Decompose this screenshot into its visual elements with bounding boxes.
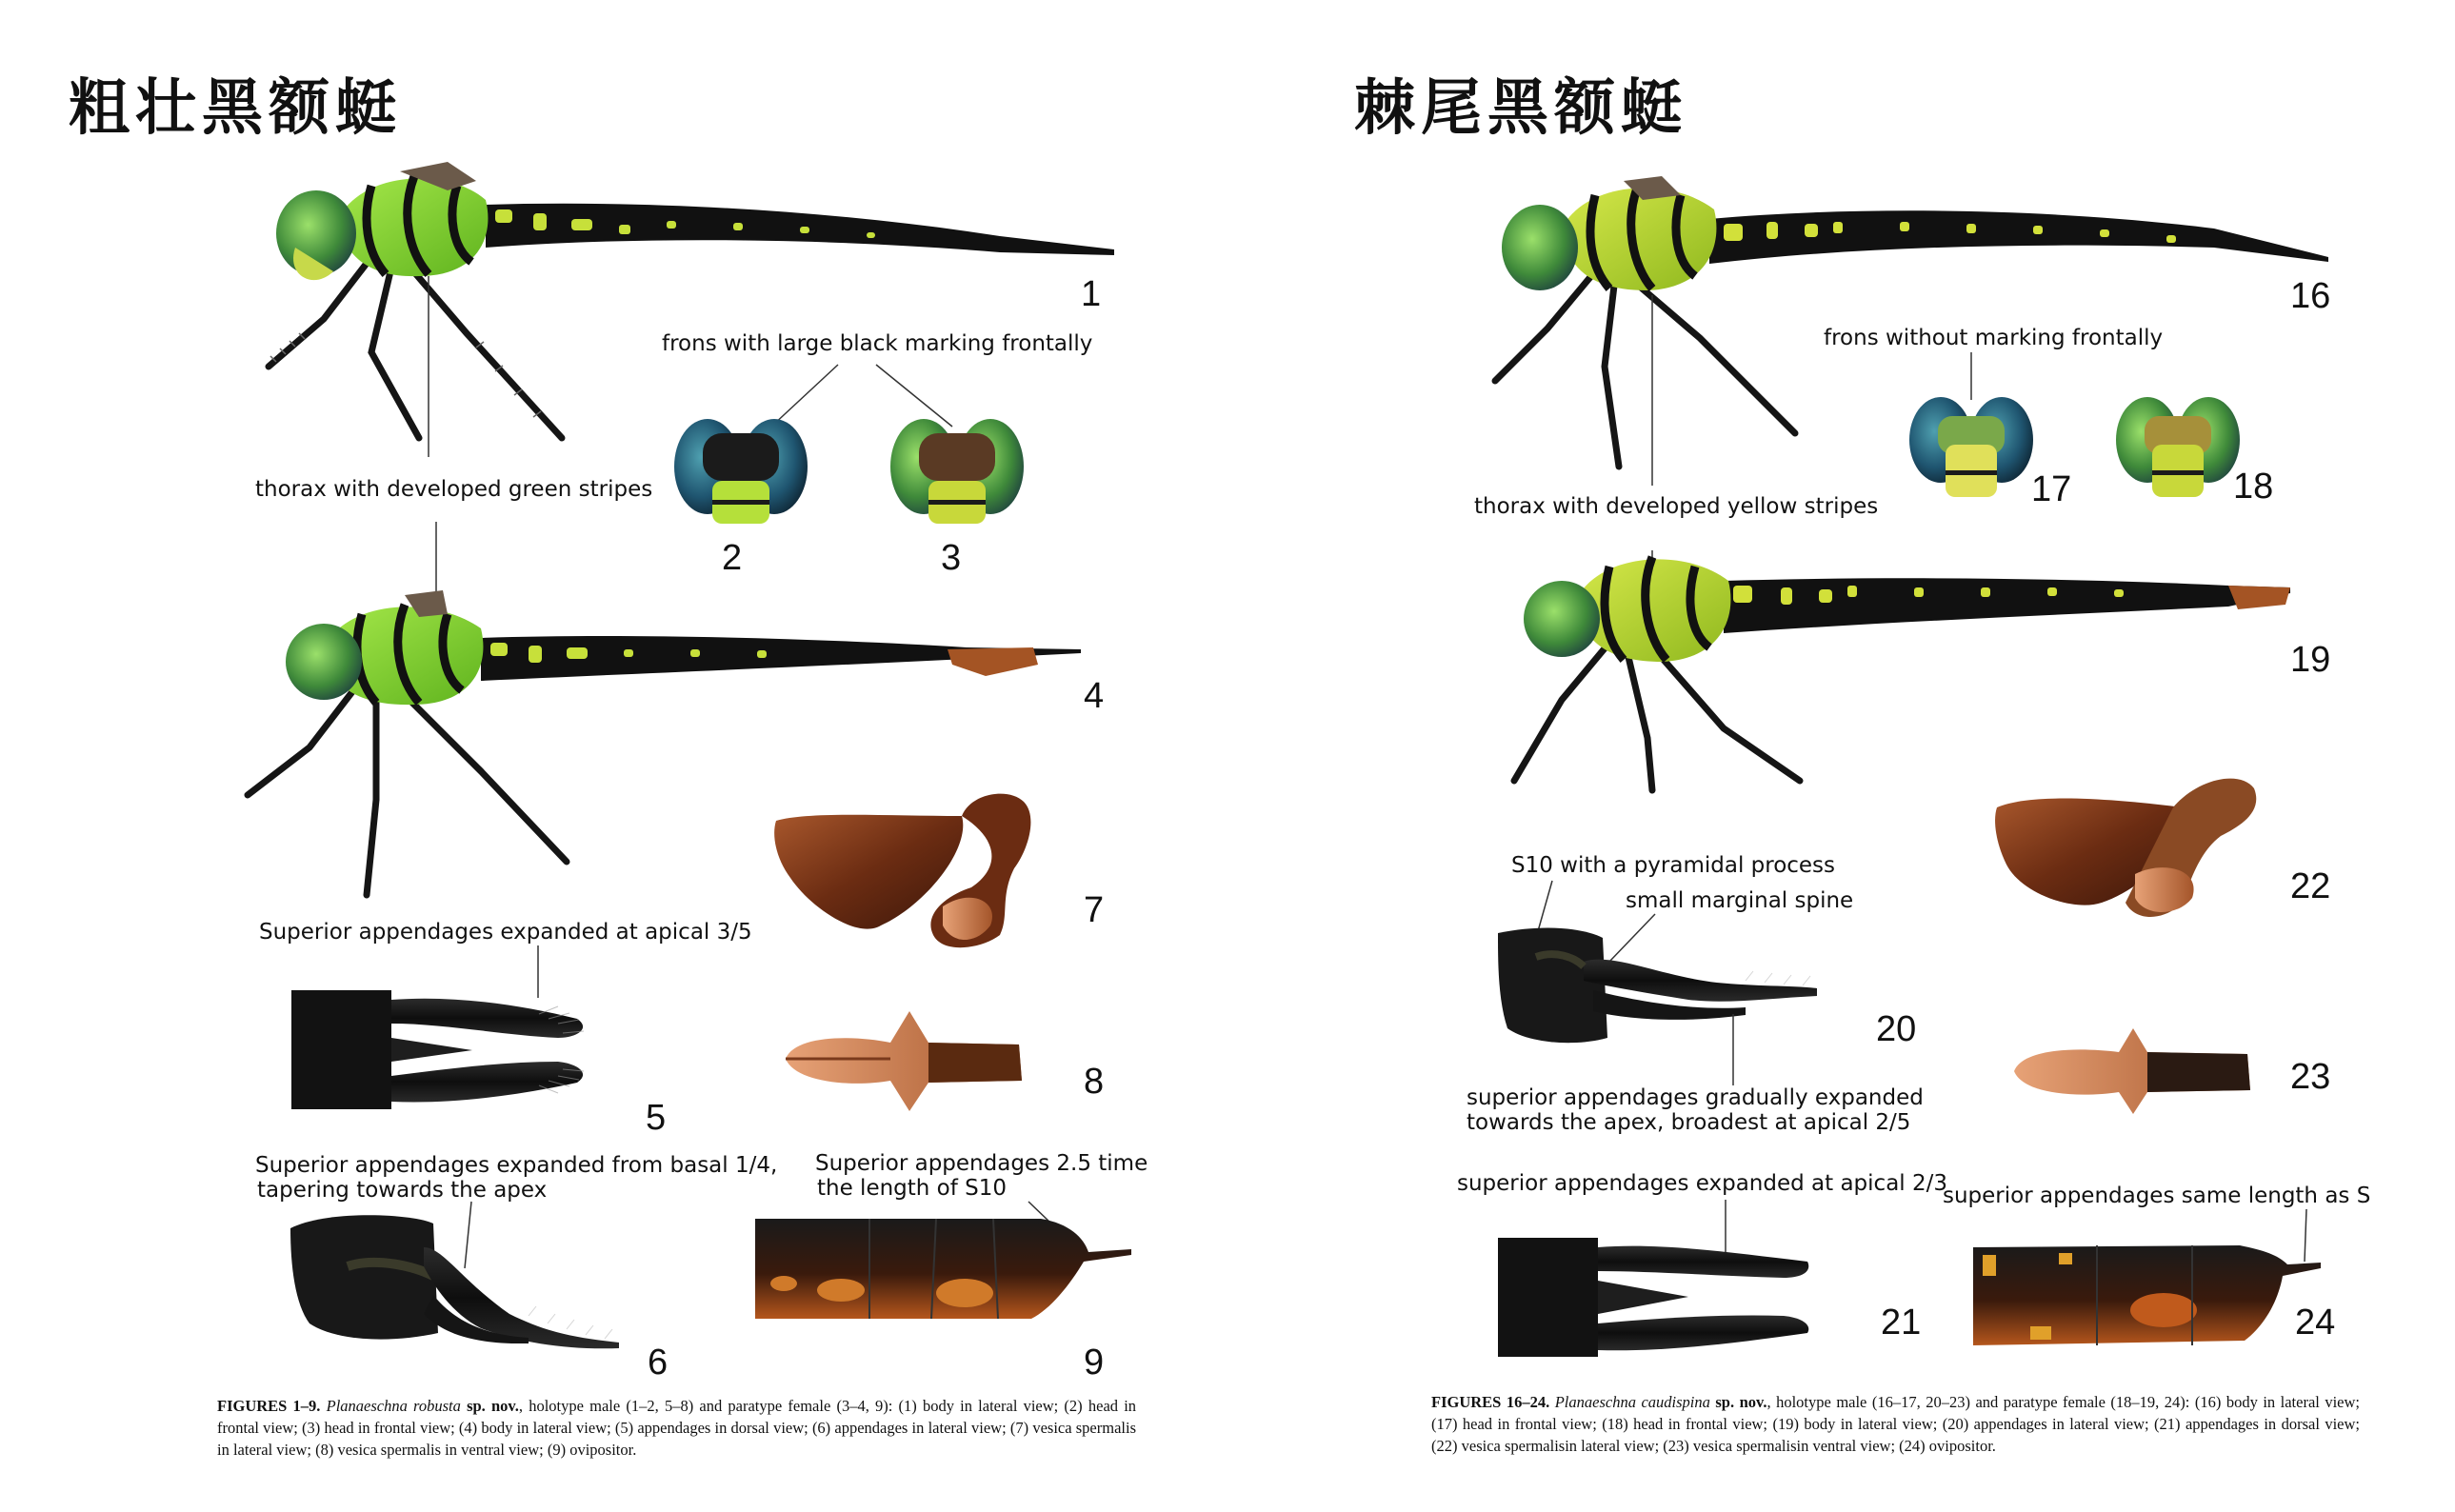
figure-number-20: 20: [1876, 1009, 1917, 1049]
right-caption-lead: FIGURES 16–24.: [1431, 1393, 1550, 1411]
leader-line-fig20-bottom: [1724, 1014, 1743, 1090]
label-superior-gradually-line2: towards the apex, broadest at apical 2/5: [1467, 1110, 1911, 1135]
figure-20-appendages-lateral: [1498, 924, 1822, 1057]
figure-2-head-frontal: [674, 414, 808, 533]
label-small-marginal-spine: small marginal spine: [1626, 888, 1854, 913]
figure-number-23: 23: [2290, 1057, 2331, 1097]
label-superior-basal-line1: Superior appendages expanded from basal 1/4,: [255, 1153, 778, 1178]
left-figure-caption: [217, 1395, 1136, 1461]
figure-18-head-frontal: [2116, 392, 2240, 502]
figure-24-ovipositor: [1973, 1236, 2321, 1350]
figure-number-2: 2: [722, 538, 743, 578]
left-caption-nov: sp. nov.: [467, 1397, 519, 1415]
figure-9-ovipositor: [755, 1209, 1131, 1323]
figure-6-appendages-lateral: [290, 1209, 633, 1357]
figure-21-appendages-dorsal: [1498, 1238, 1812, 1362]
label-superior-gradually-line1: superior appendages gradually expanded: [1467, 1085, 1924, 1110]
figure-number-6: 6: [648, 1343, 669, 1383]
figure-number-7: 7: [1084, 890, 1105, 930]
figure-number-17: 17: [2031, 469, 2072, 509]
left-caption-lead: FIGURES 1–9.: [217, 1397, 321, 1415]
figure-23-vesica-ventral: [2014, 1024, 2252, 1119]
right-caption-nov: sp. nov.: [1715, 1393, 1767, 1411]
figure-8-vesica-ventral: [786, 1006, 1024, 1116]
right-title: 棘尾黑额蜓: [1354, 73, 1687, 144]
label-thorax-green: thorax with developed green stripes: [255, 477, 653, 502]
label-frons-black: frons with large black marking frontally: [662, 331, 1093, 356]
figure-17-head-frontal: [1909, 392, 2033, 507]
right-caption-species: Planaeschna caudispina: [1554, 1393, 1710, 1411]
left-caption-species: Planaeschna robusta: [326, 1397, 461, 1415]
right-figure-caption: [1431, 1391, 2360, 1457]
right-caption-body: , holotype male (16–17, 20–23) and paratype female (18–19, 24): (16) body in lateral view; (17) head in frontal view; (18) head in frontal view; (19) body in lateral view; (20) appendages in lateral view; (21) appendages in dorsal view; (22) vesica spermalisin lateral view; (23) vesica spermalisin ventral view; (24) ovipositor.: [1431, 1393, 2361, 1455]
label-superior-basal-line2: tapering towards the apex: [257, 1178, 548, 1203]
figure-3-head-frontal: [890, 414, 1024, 533]
label-superior-apical-3-5: Superior appendages expanded at apical 3/5: [259, 920, 752, 945]
figure-number-19: 19: [2290, 640, 2331, 680]
figure-number-9: 9: [1084, 1343, 1105, 1383]
figure-number-3: 3: [941, 538, 962, 578]
left-title: 粗壮黑额蜓: [69, 73, 402, 144]
label-superior-length-line1: Superior appendages 2.5 time: [815, 1151, 1148, 1176]
label-frons-no-marking: frons without marking frontally: [1824, 326, 2164, 350]
figure-number-4: 4: [1084, 676, 1105, 716]
figure-5-appendages-dorsal: [291, 985, 606, 1114]
figure-number-16: 16: [2290, 276, 2331, 316]
thorax-leader-line: [419, 276, 438, 619]
figure-number-1: 1: [1081, 274, 1102, 314]
figure-number-24: 24: [2295, 1303, 2336, 1343]
figure-number-8: 8: [1084, 1062, 1105, 1102]
figure-number-18: 18: [2233, 467, 2274, 507]
label-superior-apical-2-3: superior appendages expanded at apical 2/3: [1457, 1171, 1948, 1196]
figure-number-21: 21: [1881, 1303, 1922, 1343]
figure-number-22: 22: [2290, 866, 2331, 906]
label-thorax-yellow: thorax with developed yellow stripes: [1474, 494, 1879, 519]
label-superior-same-length: superior appendages same length as S: [1943, 1184, 2371, 1208]
label-superior-length-line2: the length of S10: [817, 1176, 1008, 1201]
figure-19-dragonfly-lateral: [1505, 547, 2300, 795]
figure-number-5: 5: [646, 1098, 667, 1138]
figure-7-vesica-lateral: [771, 783, 1057, 959]
label-s10-pyramidal: S10 with a pyramidal process: [1511, 853, 1836, 878]
left-caption-body: , holotype male (1–2, 5–8) and paratype female (3–4, 9): (1) body in lateral view; (2) head in frontal view; (3) head in frontal view; (4) body in lateral view; (5) appendages in dorsal view; (6) appendages in lateral view; (7) vesica spermalis in lateral view; (8) vesica spermalis in ventral view; (9) ovipositor.: [217, 1397, 1137, 1459]
figure-22-vesica-lateral: [1992, 769, 2264, 926]
